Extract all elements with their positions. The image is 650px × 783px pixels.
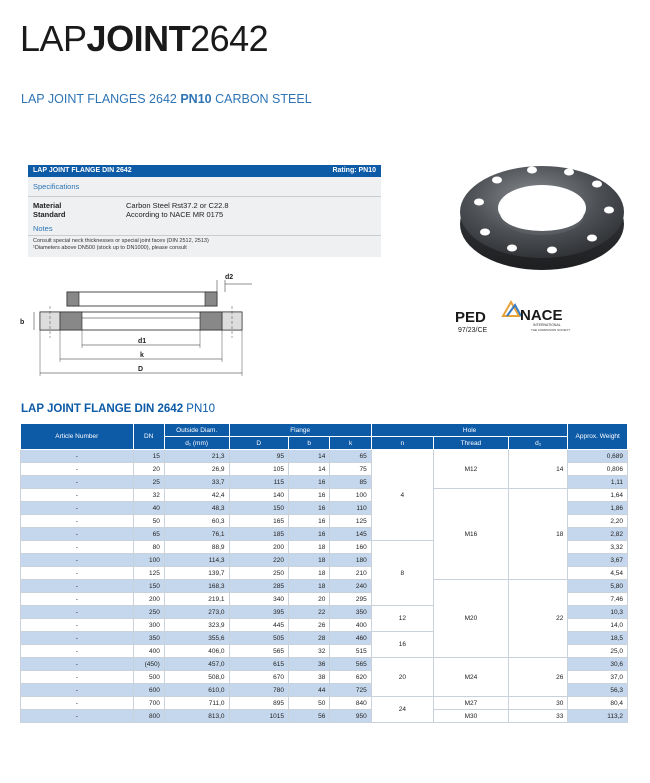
- cell-article: -: [21, 684, 134, 697]
- ped-logo-text: PED: [455, 309, 486, 326]
- cell-article: -: [21, 489, 134, 502]
- cell-article: -: [21, 619, 134, 632]
- cell-dn: 32: [133, 489, 164, 502]
- cell-article: -: [21, 580, 134, 593]
- cell-d1: 508,0: [164, 671, 229, 684]
- cell-dn: 80: [133, 541, 164, 554]
- cell-article: -: [21, 567, 134, 580]
- cell-b: 56: [289, 710, 330, 723]
- cell-D: 285: [229, 580, 289, 593]
- cell-k: 240: [330, 580, 371, 593]
- cell-d1: 457,0: [164, 658, 229, 671]
- cell-D: 165: [229, 515, 289, 528]
- cell-d2: 22: [508, 580, 568, 658]
- cell-D: 250: [229, 567, 289, 580]
- cell-D: 565: [229, 645, 289, 658]
- cell-weight: 1,64: [568, 489, 628, 502]
- cell-n: 16: [371, 632, 433, 658]
- cell-D: 115: [229, 476, 289, 489]
- nace-emblem-icon: [503, 302, 521, 316]
- cell-dn: 150: [133, 580, 164, 593]
- cell-d1: 813,0: [164, 710, 229, 723]
- cell-k: 75: [330, 463, 371, 476]
- cell-article: -: [21, 541, 134, 554]
- cell-dn: 250: [133, 606, 164, 619]
- dim-label-d2: d2: [225, 274, 234, 281]
- ped-logo-subtext: 97/23/CE: [458, 327, 488, 334]
- cell-b: 16: [289, 528, 330, 541]
- spec-header: [28, 165, 381, 177]
- cell-n: 8: [371, 541, 433, 606]
- cell-d1: 219,1: [164, 593, 229, 606]
- flange-dimensions-table: [20, 423, 628, 723]
- cell-D: 615: [229, 658, 289, 671]
- cell-d2: 30: [508, 697, 568, 710]
- header-D: D: [229, 437, 289, 450]
- specifications-label: Specifications: [33, 182, 80, 191]
- cell-k: 100: [330, 489, 371, 502]
- dim-label-D: D: [138, 366, 144, 373]
- cell-D: 340: [229, 593, 289, 606]
- header-d1: d₁ (mm): [164, 437, 229, 450]
- divider: [28, 235, 381, 236]
- dim-label-b: b: [20, 319, 25, 326]
- cell-thread: M20: [433, 580, 508, 658]
- cell-dn: 50: [133, 515, 164, 528]
- cell-D: 95: [229, 450, 289, 463]
- cell-n: 20: [371, 658, 433, 697]
- cell-n: 12: [371, 606, 433, 632]
- note-1: Consult special neck thicknesses or special joint faces (DIN 2512, 2513): [33, 238, 209, 244]
- cell-k: 350: [330, 606, 371, 619]
- cell-b: 14: [289, 450, 330, 463]
- standard-row: [28, 210, 381, 219]
- cell-k: 515: [330, 645, 371, 658]
- cell-weight: 2,82: [568, 528, 628, 541]
- cell-weight: 7,46: [568, 593, 628, 606]
- divider: [28, 196, 381, 197]
- cell-article: -: [21, 671, 134, 684]
- certification-logos: [455, 300, 595, 340]
- cell-b: 28: [289, 632, 330, 645]
- cell-k: 145: [330, 528, 371, 541]
- notes-label: Notes: [33, 224, 53, 233]
- cell-D: 895: [229, 697, 289, 710]
- cell-k: 210: [330, 567, 371, 580]
- cell-weight: 3,32: [568, 541, 628, 554]
- header-weight: Approx. Weight: [568, 424, 628, 450]
- cell-k: 65: [330, 450, 371, 463]
- cell-d1: 88,9: [164, 541, 229, 554]
- cell-article: -: [21, 528, 134, 541]
- cell-k: 110: [330, 502, 371, 515]
- cell-thread: M30: [433, 710, 508, 723]
- standard-value: According to NACE MR 0175: [126, 210, 224, 219]
- cell-dn: 500: [133, 671, 164, 684]
- material-label: Material: [33, 201, 62, 210]
- cell-n: 24: [371, 697, 433, 723]
- standard-label: Standard: [33, 210, 66, 219]
- cell-d2: 14: [508, 450, 568, 489]
- cell-D: 505: [229, 632, 289, 645]
- header-thread: Thread: [433, 437, 508, 450]
- cell-d2: 18: [508, 489, 568, 580]
- cell-article: -: [21, 645, 134, 658]
- header-k: k: [330, 437, 371, 450]
- cell-k: 295: [330, 593, 371, 606]
- cell-dn: 400: [133, 645, 164, 658]
- cell-weight: 30,6: [568, 658, 628, 671]
- cell-weight: 5,80: [568, 580, 628, 593]
- cell-dn: 350: [133, 632, 164, 645]
- cell-thread: M27: [433, 697, 508, 710]
- table-row: [21, 450, 628, 463]
- cell-weight: 14,0: [568, 619, 628, 632]
- cell-weight: 18,5: [568, 632, 628, 645]
- cell-b: 18: [289, 554, 330, 567]
- cell-D: 780: [229, 684, 289, 697]
- cell-weight: 0,689: [568, 450, 628, 463]
- cell-d1: 168,3: [164, 580, 229, 593]
- cell-b: 18: [289, 541, 330, 554]
- cell-d1: 273,0: [164, 606, 229, 619]
- cell-dn: 700: [133, 697, 164, 710]
- cell-dn: 15: [133, 450, 164, 463]
- spec-header-title: LAP JOINT FLANGE DIN 2642: [33, 167, 132, 174]
- cell-article: -: [21, 593, 134, 606]
- nace-logo-subtext: INTERNATIONAL: [533, 323, 561, 327]
- cell-weight: 80,4: [568, 697, 628, 710]
- cell-d1: 21,3: [164, 450, 229, 463]
- cell-D: 395: [229, 606, 289, 619]
- cell-dn: 800: [133, 710, 164, 723]
- cell-article: -: [21, 515, 134, 528]
- cell-weight: 3,67: [568, 554, 628, 567]
- cell-d1: 42,4: [164, 489, 229, 502]
- table-row: [21, 489, 628, 502]
- cell-weight: 56,3: [568, 684, 628, 697]
- header-dn: DN: [133, 424, 164, 450]
- cell-k: 400: [330, 619, 371, 632]
- cell-article: -: [21, 554, 134, 567]
- table-row: [21, 580, 628, 593]
- table-row: [21, 658, 628, 671]
- cell-n: 4: [371, 450, 433, 541]
- cell-dn: 65: [133, 528, 164, 541]
- header-n: n: [371, 437, 433, 450]
- table-row: [21, 710, 628, 723]
- cell-b: 38: [289, 671, 330, 684]
- cell-weight: 4,54: [568, 567, 628, 580]
- cell-d2: 26: [508, 658, 568, 697]
- cell-thread: M24: [433, 658, 508, 697]
- cell-dn: 300: [133, 619, 164, 632]
- cell-d1: 355,6: [164, 632, 229, 645]
- cell-d1: 33,7: [164, 476, 229, 489]
- cell-D: 185: [229, 528, 289, 541]
- cell-k: 565: [330, 658, 371, 671]
- cell-b: 16: [289, 489, 330, 502]
- cell-b: 32: [289, 645, 330, 658]
- header-outside-diam: Outside Diam.: [164, 424, 229, 437]
- cell-dn: 125: [133, 567, 164, 580]
- cell-D: 445: [229, 619, 289, 632]
- cell-dn: 20: [133, 463, 164, 476]
- table-row: [21, 697, 628, 710]
- spec-box: [28, 165, 381, 257]
- cell-weight: 0,806: [568, 463, 628, 476]
- nace-logo-tagline: THE CORROSION SOCIETY: [531, 328, 571, 332]
- cell-dn: 600: [133, 684, 164, 697]
- cell-k: 620: [330, 671, 371, 684]
- material-row: [28, 201, 381, 210]
- cell-b: 22: [289, 606, 330, 619]
- cell-k: 725: [330, 684, 371, 697]
- cell-b: 14: [289, 463, 330, 476]
- dim-label-d1: d1: [138, 338, 147, 345]
- note-2: ¹Diameters above DN500 (stock up to DN1000), please consult: [33, 245, 187, 251]
- header-flange: Flange: [229, 424, 371, 437]
- cell-dn: 25: [133, 476, 164, 489]
- cell-D: 200: [229, 541, 289, 554]
- cell-weight: 10,3: [568, 606, 628, 619]
- cell-weight: 2,20: [568, 515, 628, 528]
- cell-b: 16: [289, 476, 330, 489]
- cell-article: -: [21, 658, 134, 671]
- header-hole: Hole: [371, 424, 568, 437]
- header-b: b: [289, 437, 330, 450]
- cell-article: -: [21, 697, 134, 710]
- cell-d2: 33: [508, 710, 568, 723]
- cell-article: -: [21, 476, 134, 489]
- table-title: LAP JOINT FLANGE DIN 2642 PN10: [21, 403, 216, 415]
- cell-weight: 37,0: [568, 671, 628, 684]
- cell-article: -: [21, 606, 134, 619]
- cell-weight: 1,11: [568, 476, 628, 489]
- spec-header-rating: Rating: PN10: [332, 167, 376, 174]
- cell-b: 44: [289, 684, 330, 697]
- cell-dn: 200: [133, 593, 164, 606]
- cell-weight: 1,86: [568, 502, 628, 515]
- cell-article: -: [21, 463, 134, 476]
- cell-d1: 323,9: [164, 619, 229, 632]
- cell-D: 1015: [229, 710, 289, 723]
- page-subtitle: LAP JOINT FLANGES 2642 PN10 CARBON STEEL: [21, 92, 312, 106]
- cell-d1: 26,9: [164, 463, 229, 476]
- cell-k: 85: [330, 476, 371, 489]
- material-value: Carbon Steel Rst37.2 or C22.8: [126, 201, 229, 210]
- cell-b: 20: [289, 593, 330, 606]
- cell-d1: 610,0: [164, 684, 229, 697]
- page-title: LAPJOINT2642: [20, 18, 269, 59]
- cell-d1: 406,0: [164, 645, 229, 658]
- cell-D: 140: [229, 489, 289, 502]
- technical-drawing: [20, 270, 260, 382]
- cell-b: 16: [289, 515, 330, 528]
- cell-article: -: [21, 710, 134, 723]
- cell-k: 840: [330, 697, 371, 710]
- cell-d1: 76,1: [164, 528, 229, 541]
- cell-dn: 40: [133, 502, 164, 515]
- cell-b: 26: [289, 619, 330, 632]
- cell-d1: 48,3: [164, 502, 229, 515]
- cell-article: -: [21, 502, 134, 515]
- cell-d1: 139,7: [164, 567, 229, 580]
- cell-b: 18: [289, 567, 330, 580]
- cell-dn: (450): [133, 658, 164, 671]
- cell-D: 150: [229, 502, 289, 515]
- cell-thread: M16: [433, 489, 508, 580]
- cell-article: -: [21, 632, 134, 645]
- nace-logo-text: NACE: [520, 307, 563, 324]
- flange-photo: [457, 150, 627, 275]
- cell-k: 460: [330, 632, 371, 645]
- cell-article: -: [21, 450, 134, 463]
- cell-k: 125: [330, 515, 371, 528]
- cell-k: 160: [330, 541, 371, 554]
- cell-b: 18: [289, 580, 330, 593]
- cell-k: 180: [330, 554, 371, 567]
- cell-dn: 100: [133, 554, 164, 567]
- cell-thread: M12: [433, 450, 508, 489]
- cell-D: 105: [229, 463, 289, 476]
- header-d2: d₂: [508, 437, 568, 450]
- cell-b: 16: [289, 502, 330, 515]
- cell-d1: 60,3: [164, 515, 229, 528]
- cell-D: 220: [229, 554, 289, 567]
- cell-d1: 711,0: [164, 697, 229, 710]
- cell-k: 950: [330, 710, 371, 723]
- cell-weight: 113,2: [568, 710, 628, 723]
- cell-b: 50: [289, 697, 330, 710]
- cell-weight: 25,0: [568, 645, 628, 658]
- dim-label-k: k: [140, 352, 144, 359]
- header-article: Article Number: [21, 424, 134, 450]
- cell-D: 670: [229, 671, 289, 684]
- cell-b: 36: [289, 658, 330, 671]
- cell-d1: 114,3: [164, 554, 229, 567]
